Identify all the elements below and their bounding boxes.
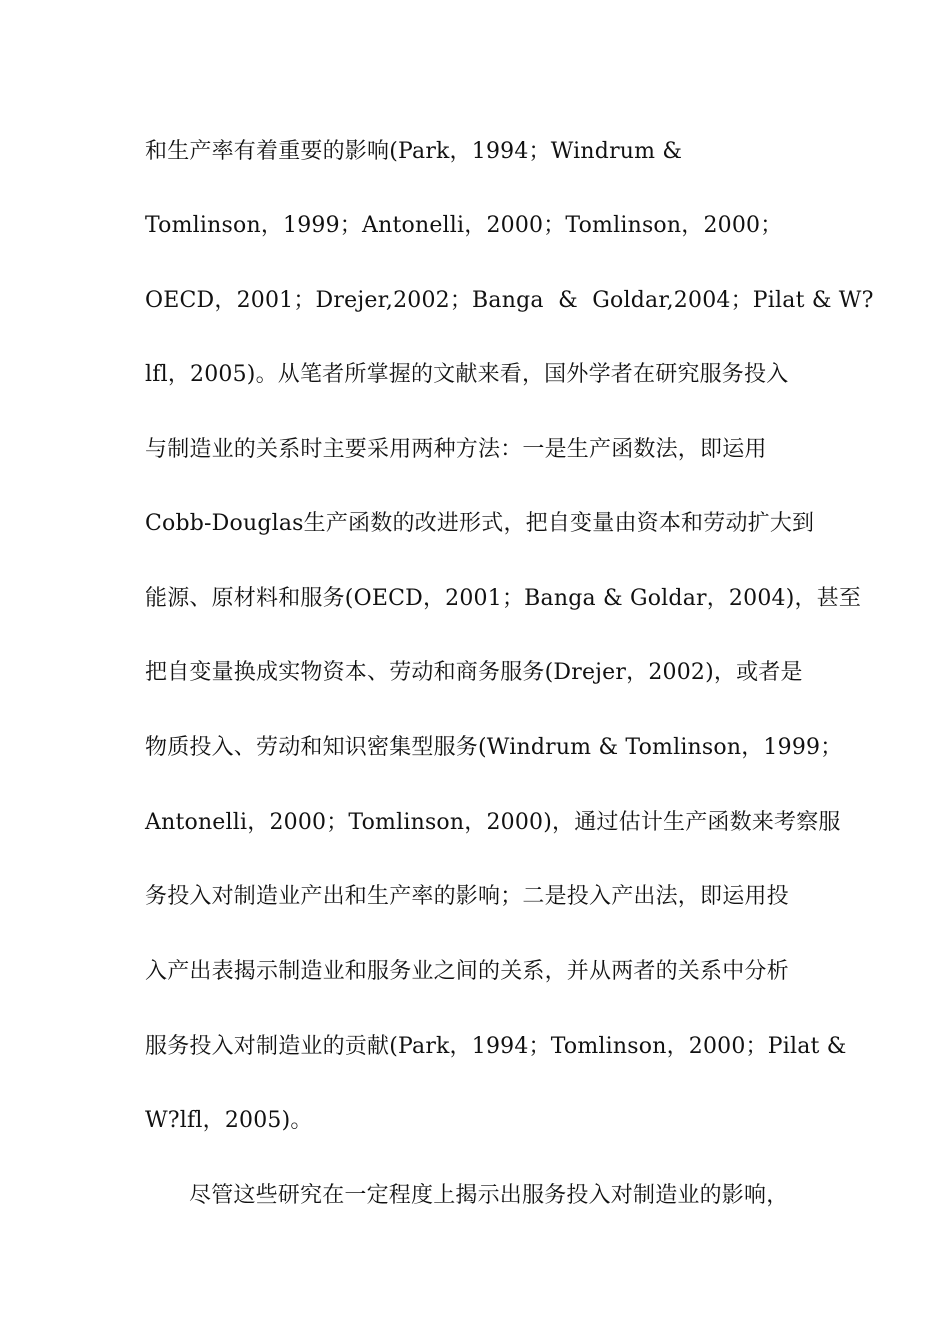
text-line: 服务投入对制造业的贡献(Park，1994；Tomlinson，2000；Pilat &: [145, 1034, 847, 1059]
text-line: Antonelli，2000；Tomlinson，2000)，通过估计生产函数来考察服: [145, 810, 841, 835]
text-line: OECD，2001；Drejer,2002；Banga & Goldar,2004；Pilat & W?: [145, 288, 874, 313]
text-line: 和生产率有着重要的影响(Park，1994；Windrum &: [145, 139, 683, 164]
text-line: 务投入对制造业产出和生产率的影响；二是投入产出法，即运用投: [145, 884, 789, 909]
text-line: 把自变量换成实物资本、劳动和商务服务(Drejer，2002)，或者是: [145, 660, 803, 685]
text-line: W?lfl，2005)。: [145, 1108, 313, 1133]
paragraph-first-line: 尽管这些研究在一定程度上揭示出服务投入对制造业的影响，: [189, 1183, 789, 1208]
text-line: 能源、原材料和服务(OECD，2001；Banga & Goldar，2004)，甚至: [145, 586, 862, 611]
text-line: Tomlinson，1999；Antonelli，2000；Tomlinson，2000；: [145, 213, 783, 238]
text-line: 入产出表揭示制造业和服务业之间的关系，并从两者的关系中分析: [145, 959, 789, 984]
text-line: 与制造业的关系时主要采用两种方法：一是生产函数法，即运用: [145, 437, 767, 462]
text-line: 物质投入、劳动和知识密集型服务(Windrum & Tomlinson，1999；: [145, 735, 843, 760]
text-line: lfl，2005)。从笔者所掌握的文献来看，国外学者在研究服务投入: [145, 362, 789, 387]
text-line: Cobb-Douglas生产函数的改进形式，把自变量由资本和劳动扩大到: [145, 511, 815, 536]
